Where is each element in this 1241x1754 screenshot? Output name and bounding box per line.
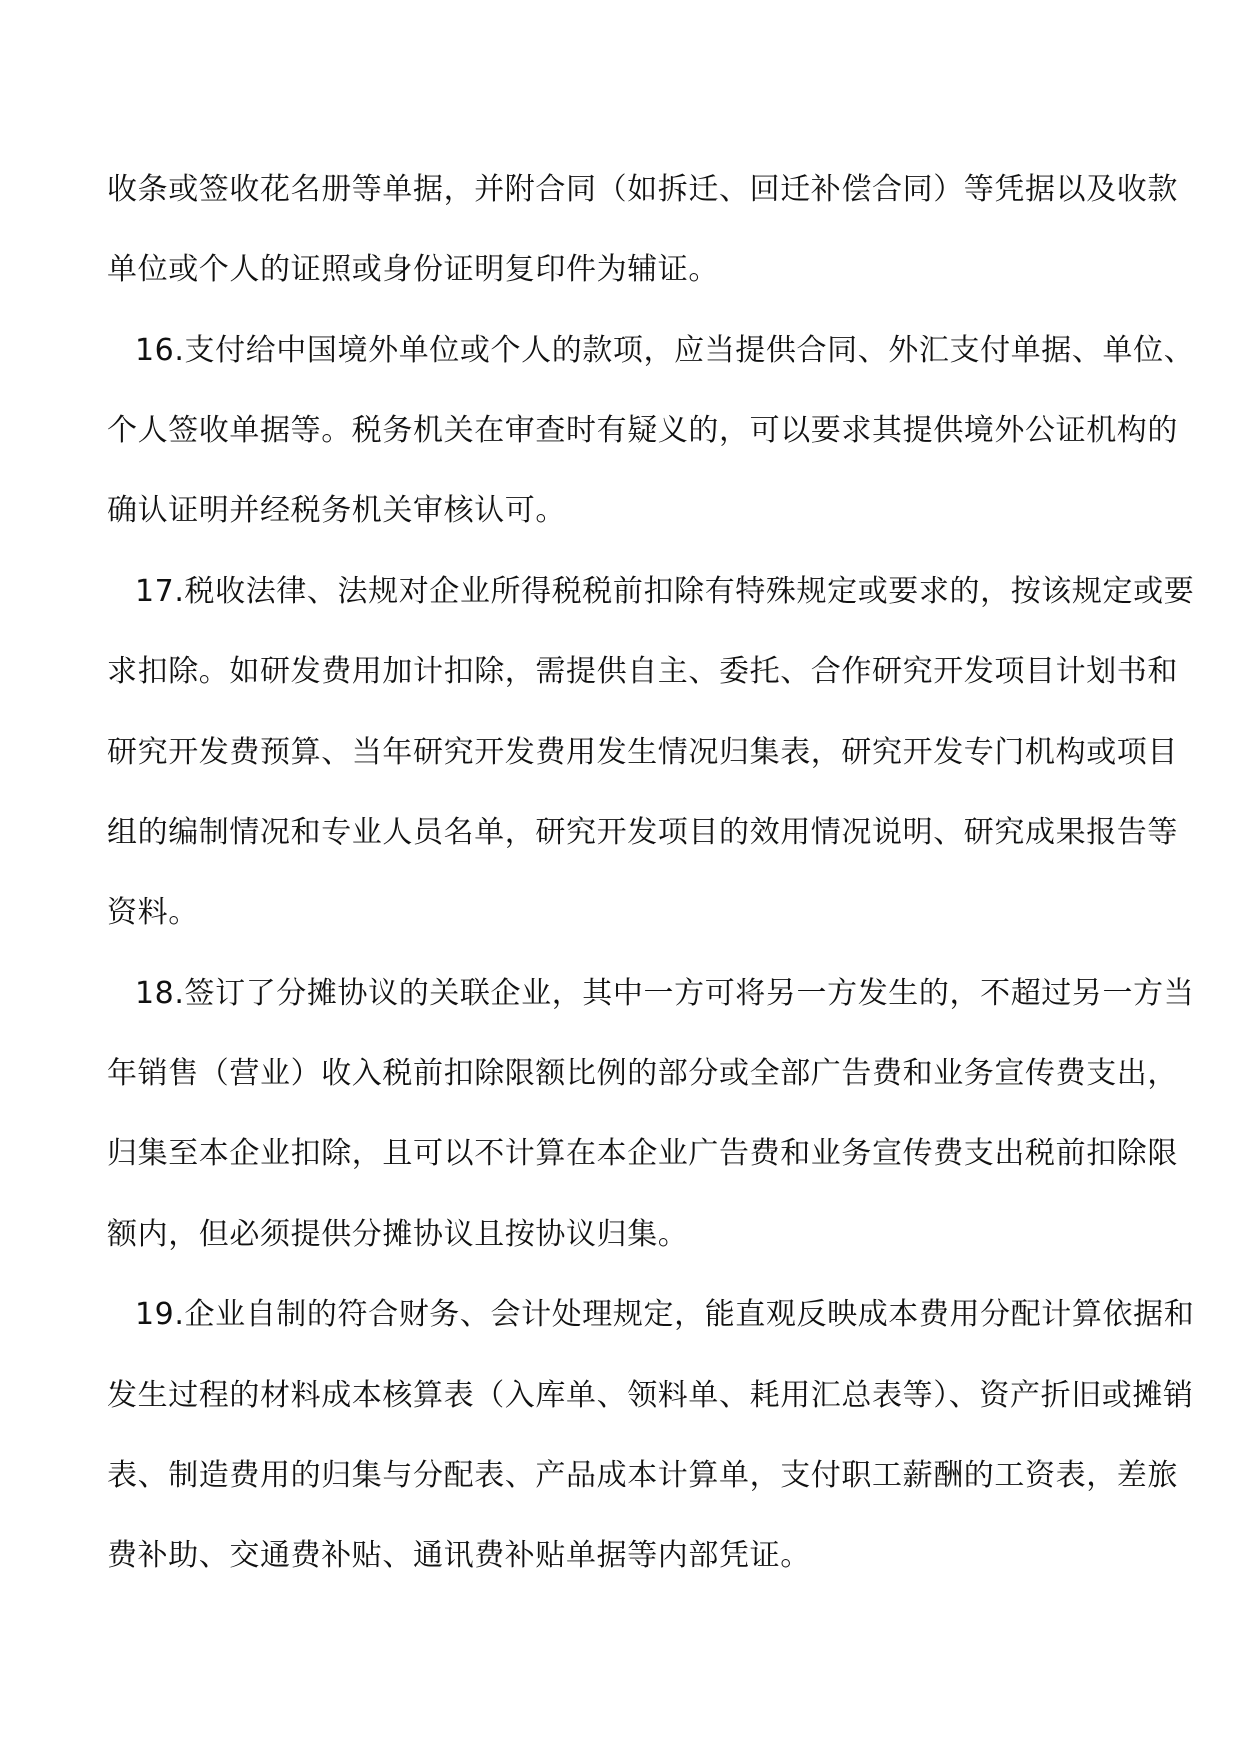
text-line: 费补助、交通费补贴、通讯费补贴单据等内部凭证。 (107, 1538, 811, 1573)
text-line: 额内，但必须提供分摊协议且按协议归集。 (107, 1217, 689, 1252)
text-line: 收条或签收花名册等单据，并附合同（如拆迁、回迁补偿合同）等凭据以及收款 (107, 172, 1178, 207)
text-line: 组的编制情况和专业人员名单，研究开发项目的效用情况说明、研究成果报告等 (107, 815, 1178, 850)
paragraph-16-start: 16.支付给中国境外单位或个人的款项，应当提供合同、外汇支付单据、单位、 (135, 333, 1195, 368)
paragraph-19-start: 19.企业自制的符合财务、会计处理规定，能直观反映成本费用分配计算依据和 (135, 1297, 1195, 1332)
text-line: 年销售（营业）收入税前扣除限额比例的部分或全部广告费和业务宣传费支出， (107, 1056, 1178, 1091)
text-line: 研究开发费预算、当年研究开发费用发生情况归集表，研究开发专门机构或项目 (107, 735, 1178, 770)
paragraph-17-start: 17.税收法律、法规对企业所得税税前扣除有特殊规定或要求的，按该规定或要 (135, 574, 1195, 609)
text-line: 资料。 (107, 895, 199, 930)
text-line: 求扣除。如研发费用加计扣除，需提供自主、委托、合作研究开发项目计划书和 (107, 654, 1178, 689)
text-line: 发生过程的材料成本核算表（入库单、领料单、耗用汇总表等）、资产折旧或摊销 (107, 1378, 1194, 1413)
text-line: 归集至本企业扣除，且可以不计算在本企业广告费和业务宣传费支出税前扣除限 (107, 1136, 1178, 1171)
text-line: 表、制造费用的归集与分配表、产品成本计算单，支付职工薪酬的工资表，差旅 (107, 1458, 1178, 1493)
text-line: 单位或个人的证照或身份证明复印件为辅证。 (107, 252, 719, 287)
text-line: 个人签收单据等。税务机关在审查时有疑义的，可以要求其提供境外公证机构的 (107, 413, 1178, 448)
text-line: 确认证明并经税务机关审核认可。 (107, 493, 566, 528)
paragraph-18-start: 18.签订了分摊协议的关联企业，其中一方可将另一方发生的，不超过另一方当 (135, 976, 1195, 1011)
